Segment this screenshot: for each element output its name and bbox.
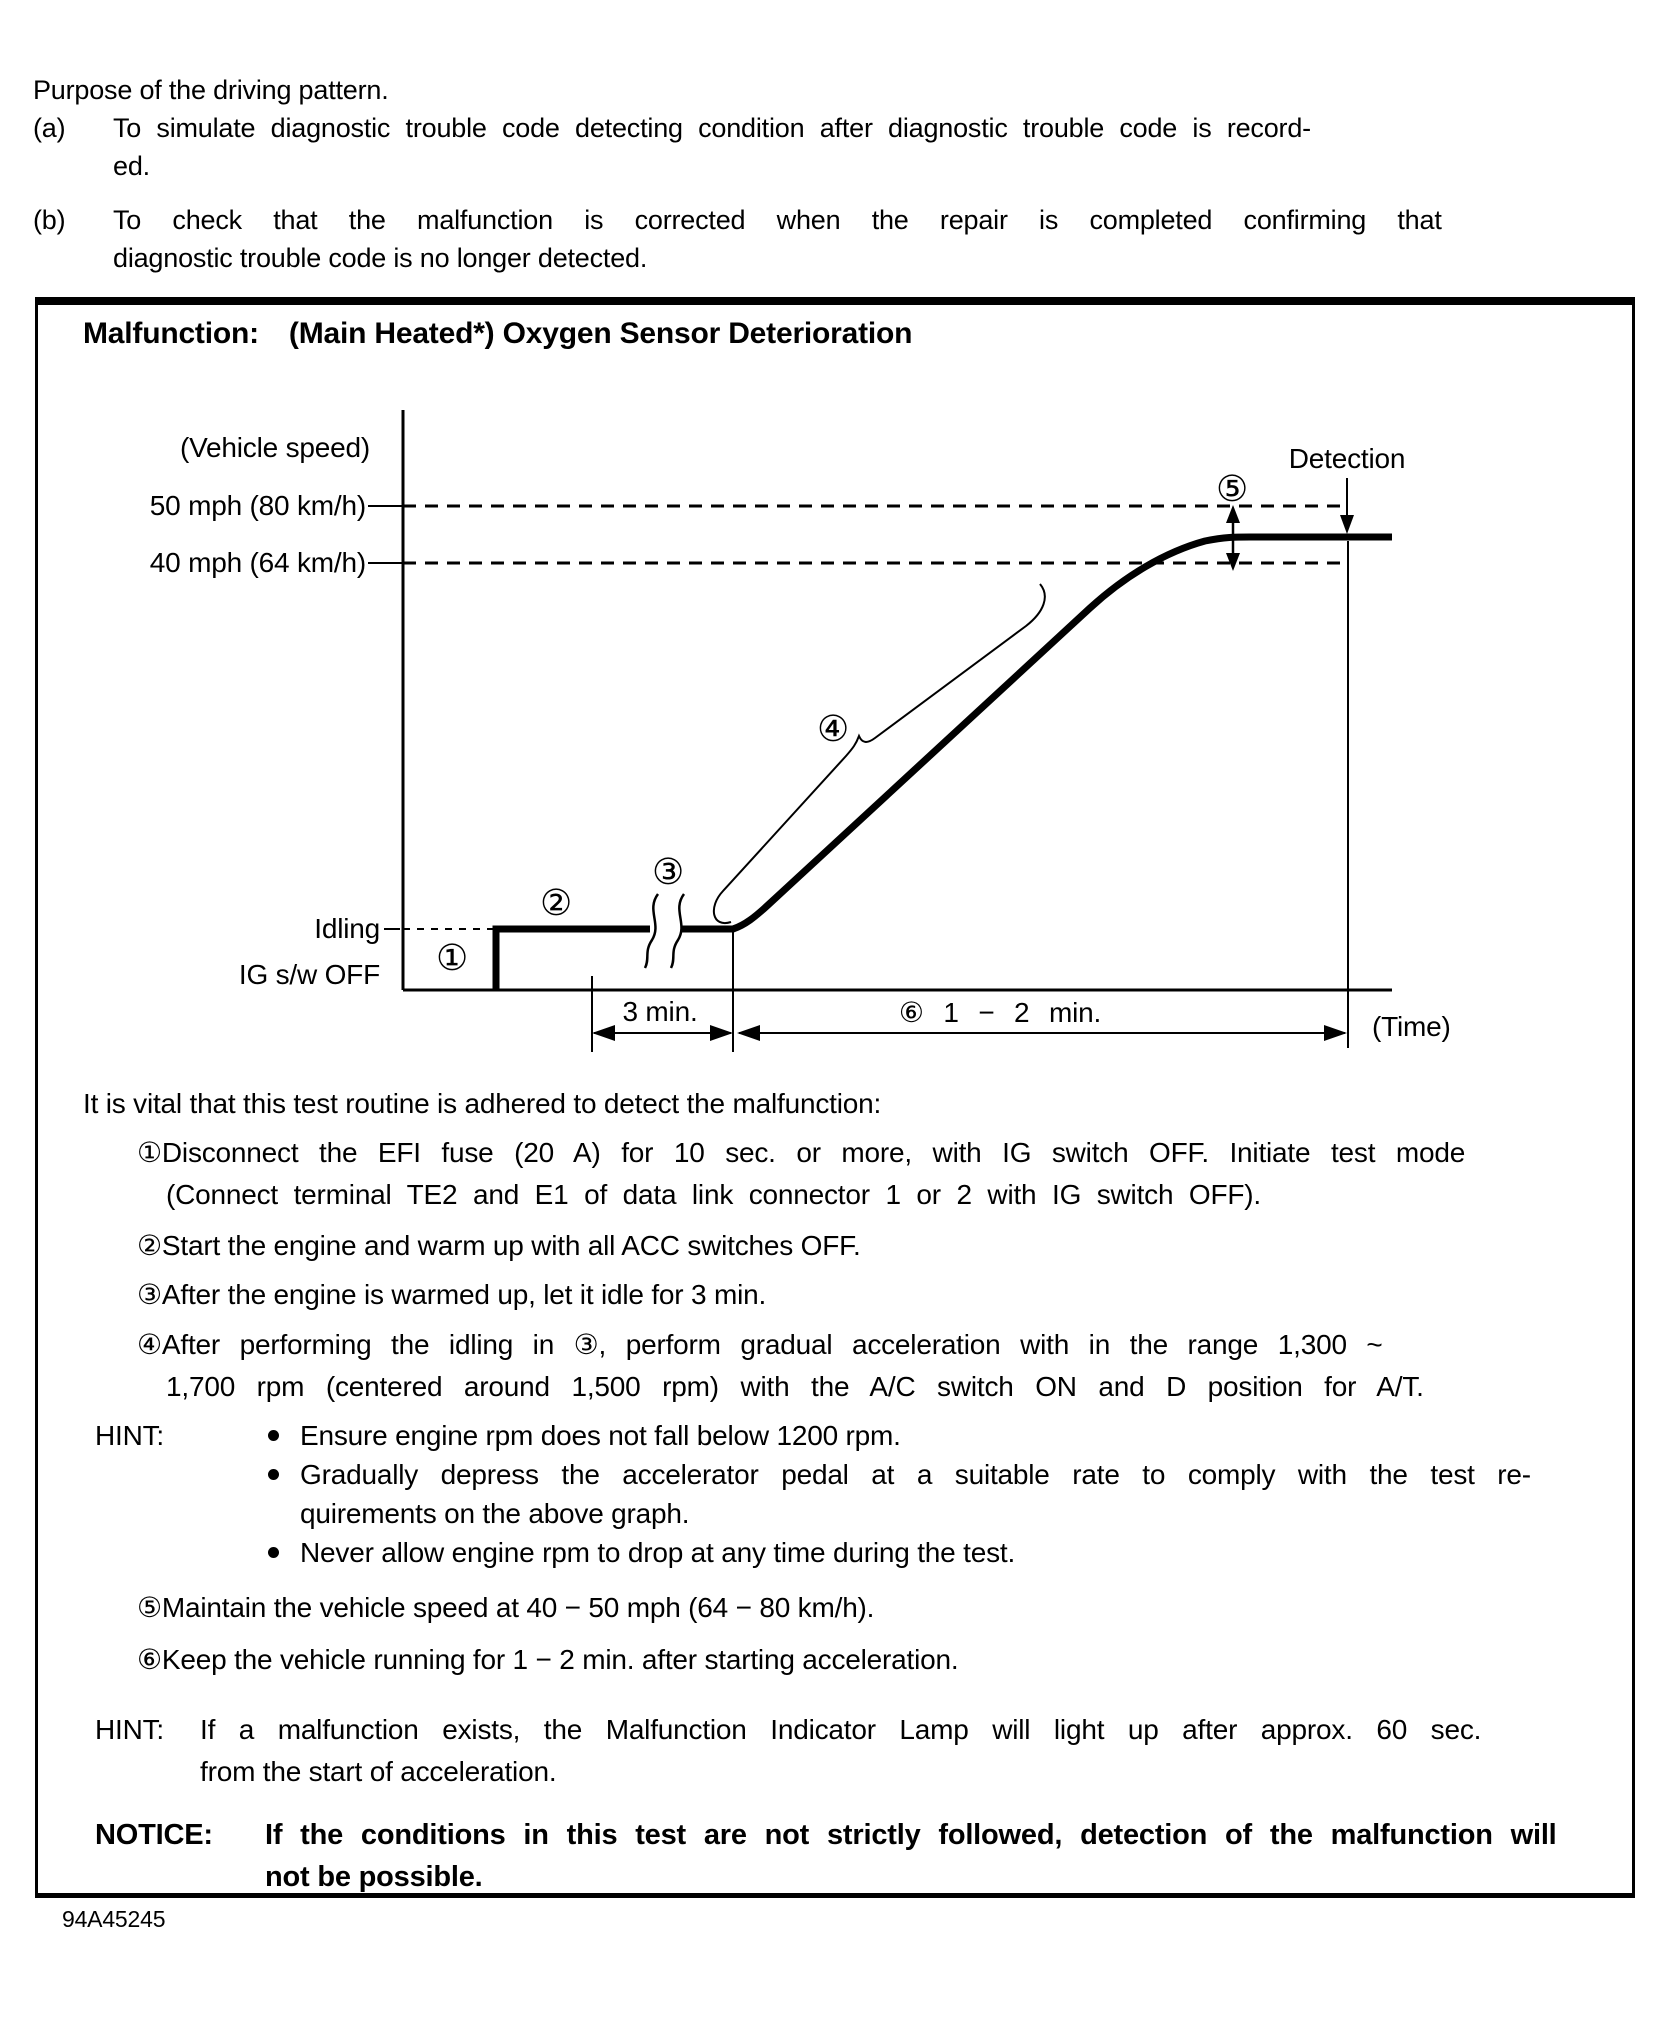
hint1-label: HINT: — [95, 1420, 165, 1451]
run-duration-label: ⑥ 1 − 2 min. — [898, 997, 1102, 1028]
detection-label: Detection — [1288, 443, 1406, 474]
hint2-label: HINT: — [95, 1714, 165, 1745]
hint1-bullet-1 — [268, 1419, 901, 1453]
hint1-bullet-3-text: Never allow engine rpm to drop at any time during the test. — [300, 1537, 1016, 1568]
y-axis-label-40mph: 40 mph (64 km/h) — [149, 547, 366, 578]
arrowhead-left-icon — [737, 1025, 760, 1041]
graph-marker-4: ④ — [816, 708, 850, 749]
step-2-line-1: ②Start the engine and warm up with all ACC switches OFF. — [137, 1230, 861, 1261]
graph-marker-2: ② — [539, 882, 573, 923]
speed-curve-idle-left — [496, 929, 650, 990]
y-axis-title: (Vehicle speed) — [179, 432, 370, 463]
arrowhead-right-icon — [1324, 1025, 1347, 1041]
hint2-line-2: from the start of acceleration. — [200, 1756, 557, 1787]
graph-marker-5: ⑤ — [1215, 468, 1249, 509]
malfunction-title-value: (Main Heated*) Oxygen Sensor Deterioration — [288, 317, 913, 350]
malfunction-title-label: Malfunction: — [83, 317, 259, 350]
y-axis-label-idling: Idling — [314, 913, 380, 944]
arrowhead-down-icon — [1340, 515, 1354, 534]
hint1-bullet-2-line-1: Gradually depress the accelerator pedal at a suitable rate to comply with the test re- — [300, 1459, 1531, 1490]
step-4-line-2: 1,700 rpm (centered around 1,500 rpm) with the A/C switch ON and D position for A/T. — [166, 1371, 1424, 1402]
speed-curve — [682, 537, 1392, 929]
hint2-line-1: If a malfunction exists, the Malfunction Indicator Lamp will light up after approx. 60 sec. — [200, 1714, 1482, 1745]
time-axis-label: (Time) — [1372, 1011, 1451, 1042]
item-a-marker: (a) — [33, 113, 66, 143]
procedure-intro: It is vital that this test routine is adhered to detect the malfunction: — [83, 1088, 882, 1119]
bullet-icon — [268, 1469, 279, 1480]
idle-duration-label: 3 min. — [622, 996, 698, 1027]
item-b-line-1: To check that the malfunction is corrected when the repair is completed confirming that — [113, 205, 1442, 235]
item-a-line-2: ed. — [113, 151, 150, 181]
y-axis-label-50mph: 50 mph (80 km/h) — [149, 490, 366, 521]
arrowhead-right-icon — [710, 1025, 733, 1041]
acceleration-brace — [714, 584, 1045, 923]
hint1-bullet-1-text: Ensure engine rpm does not fall below 1200 rpm. — [300, 1420, 901, 1451]
arrowhead-left-icon — [592, 1025, 615, 1041]
notice-label: NOTICE: — [95, 1819, 213, 1851]
step-4-line-1: ④After performing the idling in ③, perform gradual acceleration with in the range 1,300 ~ — [137, 1329, 1383, 1360]
graph-marker-1: ① — [435, 937, 469, 978]
axis-break-icon — [671, 894, 684, 968]
step-6-line-1: ⑥Keep the vehicle running for 1 − 2 min. after starting acceleration. — [137, 1644, 959, 1675]
step-5-line-1: ⑤Maintain the vehicle speed at 40 − 50 mph (64 − 80 km/h). — [137, 1592, 875, 1623]
item-a-line-1: To simulate diagnostic trouble code detecting condition after diagnostic trouble code is record- — [113, 113, 1311, 143]
notice-line-1: If the conditions in this test are not strictly followed, detection of the malfunction will — [265, 1819, 1557, 1851]
y-axis-label-ig-off: IG s/w OFF — [238, 959, 380, 990]
notice-line-2: not be possible. — [265, 1861, 483, 1893]
step-3-line-1: ③After the engine is warmed up, let it idle for 3 min. — [137, 1279, 767, 1310]
graph-marker-3: ③ — [651, 851, 685, 892]
figure-code: 94A45245 — [62, 1906, 166, 1932]
bullet-icon — [268, 1430, 279, 1441]
step-1-line-2: (Connect terminal TE2 and E1 of data link connector 1 or 2 with IG switch OFF). — [166, 1179, 1262, 1210]
step-1-line-1: ①Disconnect the EFI fuse (20 A) for 10 sec. or more, with IG switch OFF. Initiate test mode — [137, 1137, 1466, 1168]
page-title: Purpose of the driving pattern. — [33, 75, 389, 105]
item-b-line-2: diagnostic trouble code is no longer detected. — [113, 243, 648, 273]
bullet-icon — [268, 1547, 279, 1558]
hint1-bullet-3 — [268, 1536, 1015, 1570]
hint1-bullet-2 — [268, 1458, 1531, 1492]
hint1-bullet-2-line-2: quirements on the above graph. — [300, 1498, 690, 1529]
item-b-marker: (b) — [33, 205, 66, 235]
